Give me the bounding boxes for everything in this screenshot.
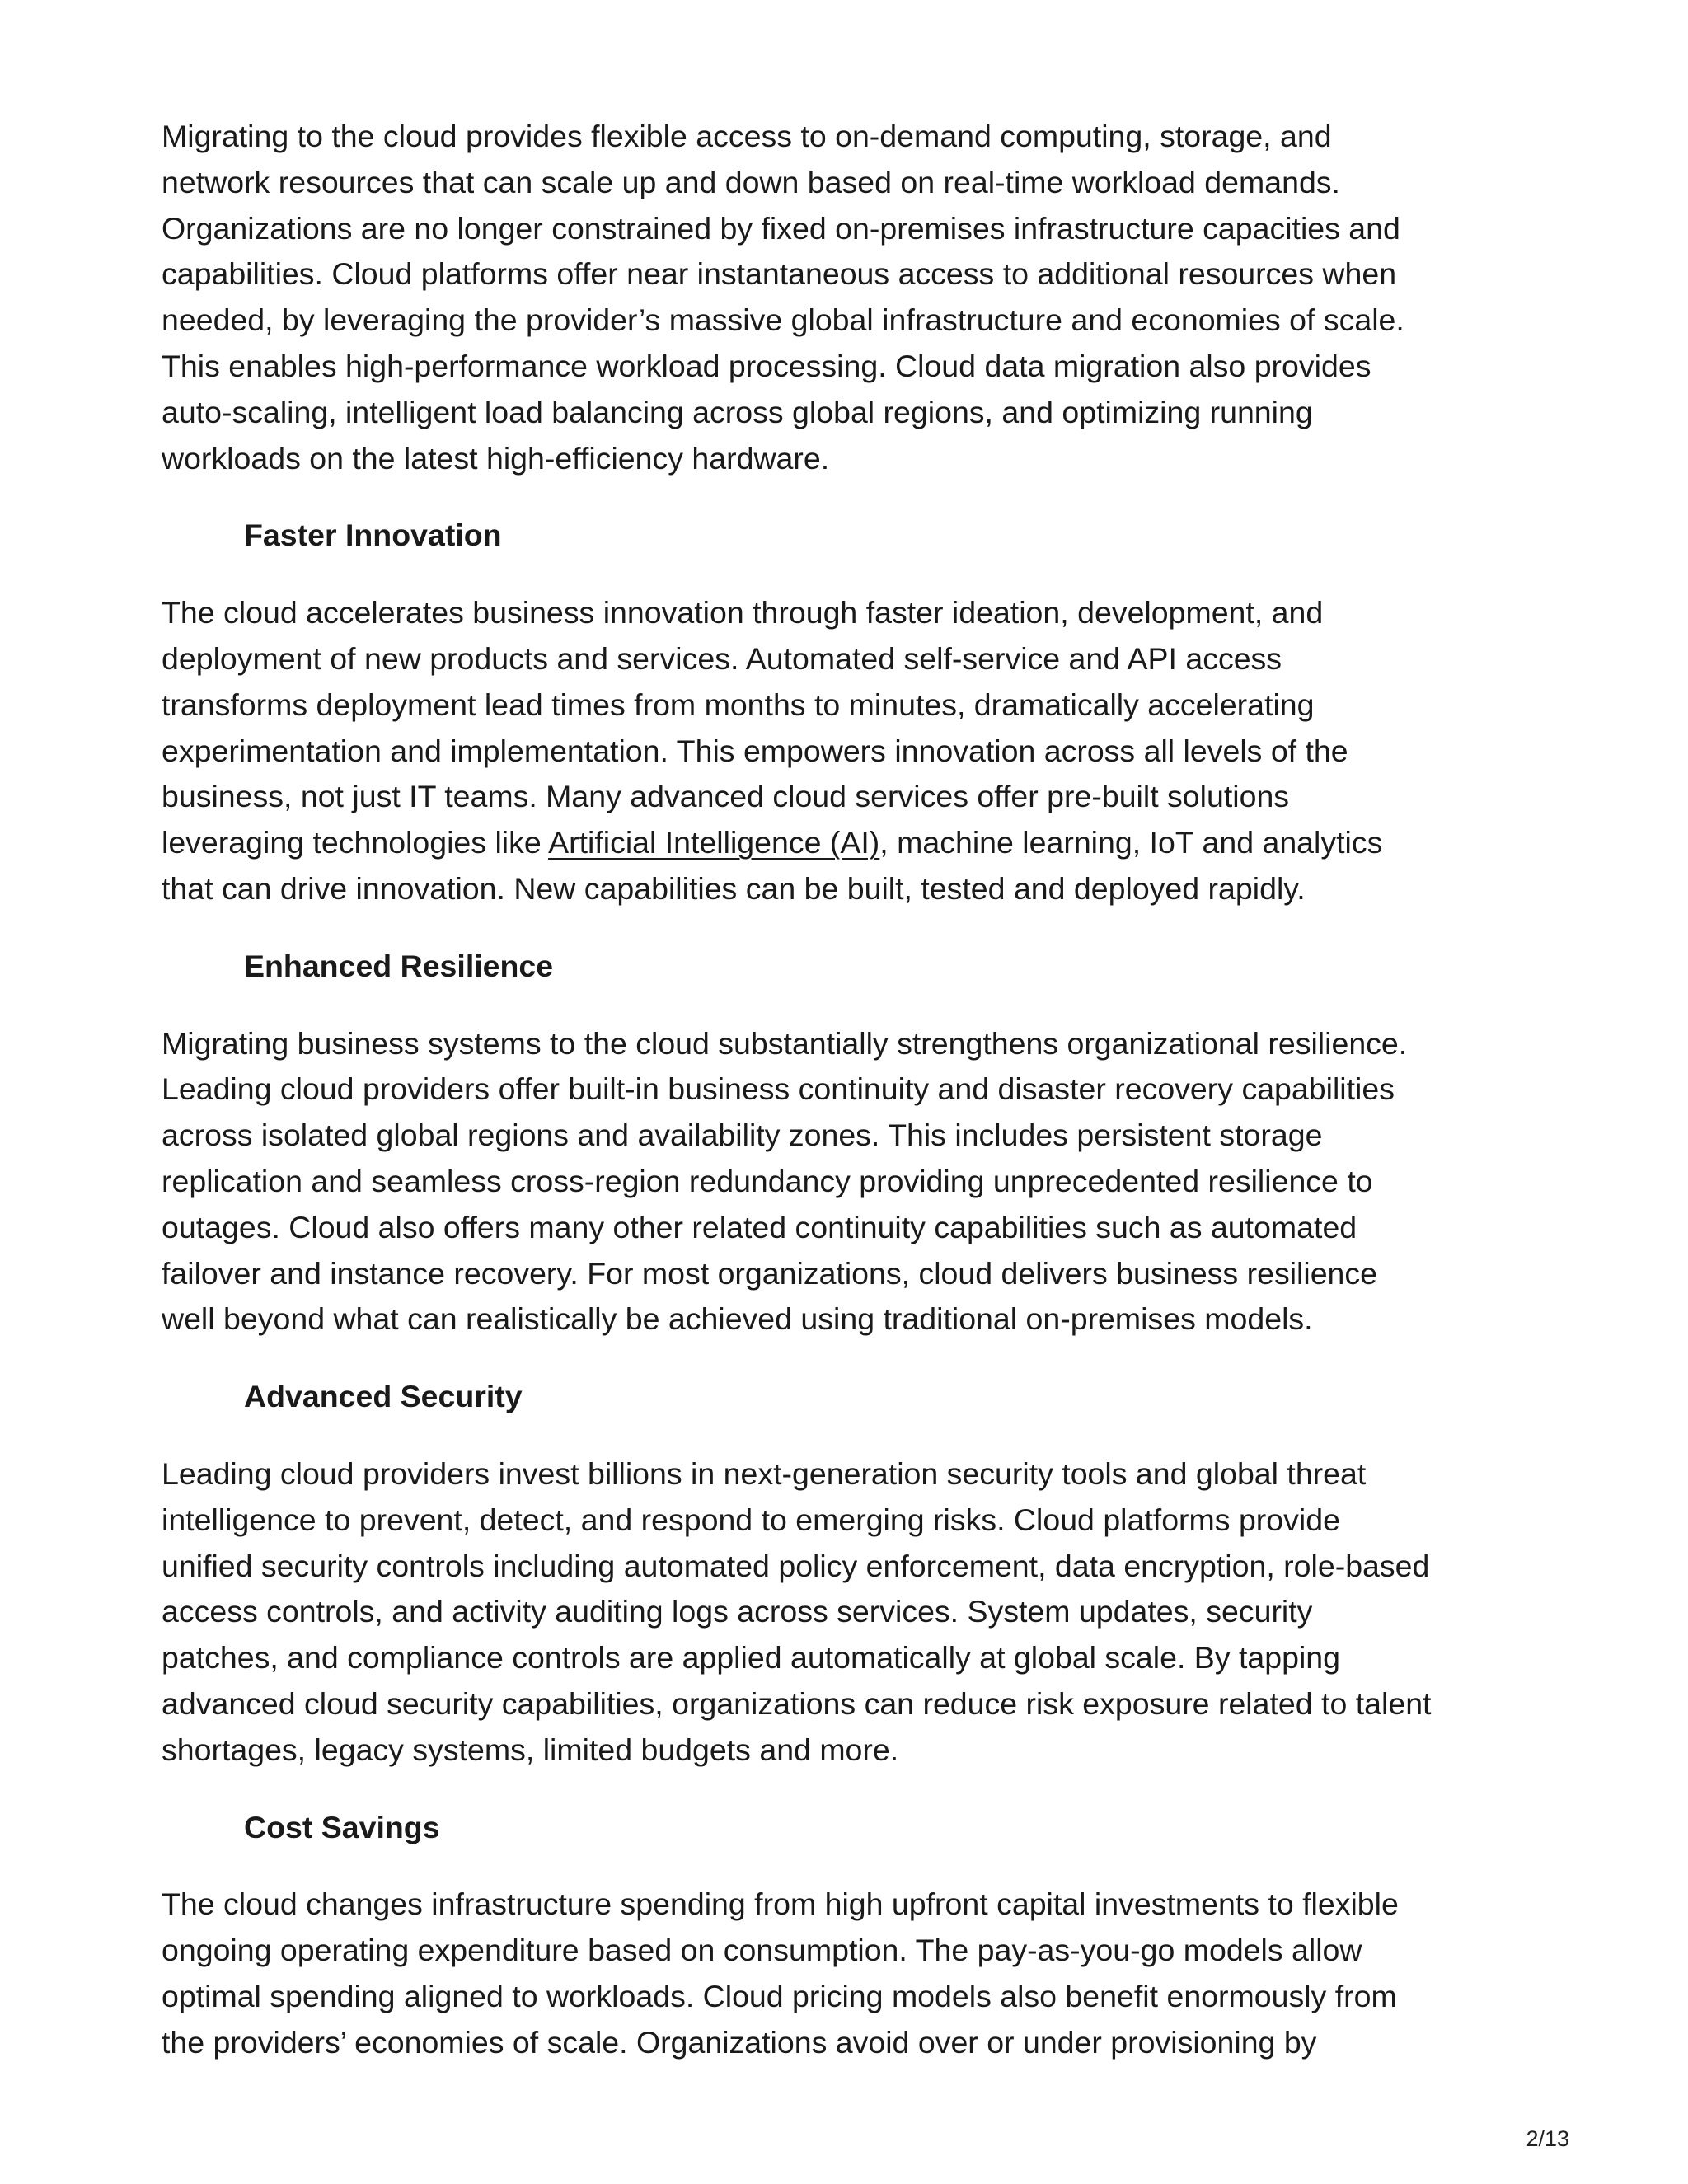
artificial-intelligence-link[interactable]: Artificial Intelligence (AI) bbox=[548, 825, 880, 860]
text-line: replication and seamless cross-region redundancy providing unprecedented resilience to bbox=[162, 1163, 1373, 1198]
intro-paragraph bbox=[162, 114, 1530, 481]
text-line: Organizations are no longer constrained by fixed on-premises infrastructure capacities and bbox=[162, 210, 1400, 246]
text-line: Leading cloud providers offer built-in business continuity and disaster recovery capabilities bbox=[162, 1071, 1395, 1107]
text-line: business, not just IT teams. Many advanced cloud services offer pre-built solutions bbox=[162, 779, 1290, 814]
text-line: Leading cloud providers invest billions in next-generation security tools and global threat bbox=[162, 1455, 1367, 1491]
text-line: experimentation and implementation. This empowers innovation across all levels of the bbox=[162, 733, 1348, 768]
text-line: unified security controls including automated policy enforcement, data encryption, role-based bbox=[162, 1548, 1430, 1583]
text-line: needed, by leveraging the provider’s massive global infrastructure and economies of scale. bbox=[162, 302, 1404, 338]
text-line: Migrating business systems to the cloud substantially strengthens organizational resilience. bbox=[162, 1025, 1408, 1061]
text-line: auto-scaling, intelligent load balancing across global regions, and optimizing running bbox=[162, 394, 1313, 429]
section-heading-advanced-security: Advanced Security bbox=[244, 1379, 523, 1414]
text-line: optimal spending aligned to workloads. Cloud pricing models also benefit enormously from bbox=[162, 1978, 1397, 2013]
link-prefix-text: leveraging technologies like bbox=[162, 825, 549, 860]
text-line: patches, and compliance controls are applied automatically at global scale. By tapping bbox=[162, 1640, 1341, 1675]
link-suffix-text: , machine learning, IoT and analytics bbox=[879, 825, 1383, 860]
text-line: capabilities. Cloud platforms offer near instantaneous access to additional resources when bbox=[162, 256, 1397, 292]
text-line-with-link bbox=[162, 820, 1530, 866]
page-number: 2/13 bbox=[1526, 2126, 1569, 2151]
text-line: transforms deployment lead times from months to minutes, dramatically accelerating bbox=[162, 687, 1315, 722]
text-line: The cloud changes infrastructure spending from high upfront capital investments to flexible bbox=[162, 1886, 1399, 1922]
section-heading-faster-innovation: Faster Innovation bbox=[244, 518, 502, 553]
text-line: ongoing operating expenditure based on consumption. The pay-as-you-go models allow bbox=[162, 1933, 1362, 1968]
text-line: access controls, and activity auditing logs across services. System updates, security bbox=[162, 1594, 1313, 1629]
advanced-security-paragraph bbox=[162, 1451, 1530, 1774]
text-line: workloads on the latest high-efficiency hardware. bbox=[162, 440, 830, 476]
faster-innovation-paragraph bbox=[162, 590, 1530, 912]
text-line: the providers’ economies of scale. Organizations avoid over or under provisioning by bbox=[162, 2024, 1317, 2060]
section-heading-cost-savings: Cost Savings bbox=[244, 1809, 440, 1844]
cost-savings-paragraph bbox=[162, 1882, 1530, 2065]
text-line: shortages, legacy systems, limited budgets and more. bbox=[162, 1732, 899, 1767]
text-line: that can drive innovation. New capabilities can be built, tested and deployed rapidly. bbox=[162, 870, 1306, 906]
section-heading-enhanced-resilience: Enhanced Resilience bbox=[244, 948, 554, 983]
text-line: Migrating to the cloud provides flexible access to on-demand computing, storage, and bbox=[162, 119, 1332, 153]
text-line: outages. Cloud also offers many other related continuity capabilities such as automated bbox=[162, 1209, 1357, 1244]
text-line: failover and instance recovery. For most organizations, cloud delivers business resilience bbox=[162, 1255, 1378, 1291]
text-line: across isolated global regions and availability zones. This includes persistent storage bbox=[162, 1118, 1323, 1153]
text-line: advanced cloud security capabilities, organizations can reduce risk exposure related to talent bbox=[162, 1685, 1432, 1721]
text-line: The cloud accelerates business innovation through faster ideation, development, and bbox=[162, 595, 1324, 630]
text-line: network resources that can scale up and down based on real-time workload demands. bbox=[162, 164, 1340, 199]
text-line: well beyond what can realistically be achieved using traditional on-premises models. bbox=[162, 1301, 1313, 1337]
document-page bbox=[162, 114, 1530, 2065]
text-line: deployment of new products and services. Automated self-service and API access bbox=[162, 640, 1282, 676]
enhanced-resilience-paragraph bbox=[162, 1021, 1530, 1343]
text-line: intelligence to prevent, detect, and respond to emerging risks. Cloud platforms provide bbox=[162, 1502, 1340, 1537]
text-line: This enables high-performance workload processing. Cloud data migration also provides bbox=[162, 348, 1372, 383]
